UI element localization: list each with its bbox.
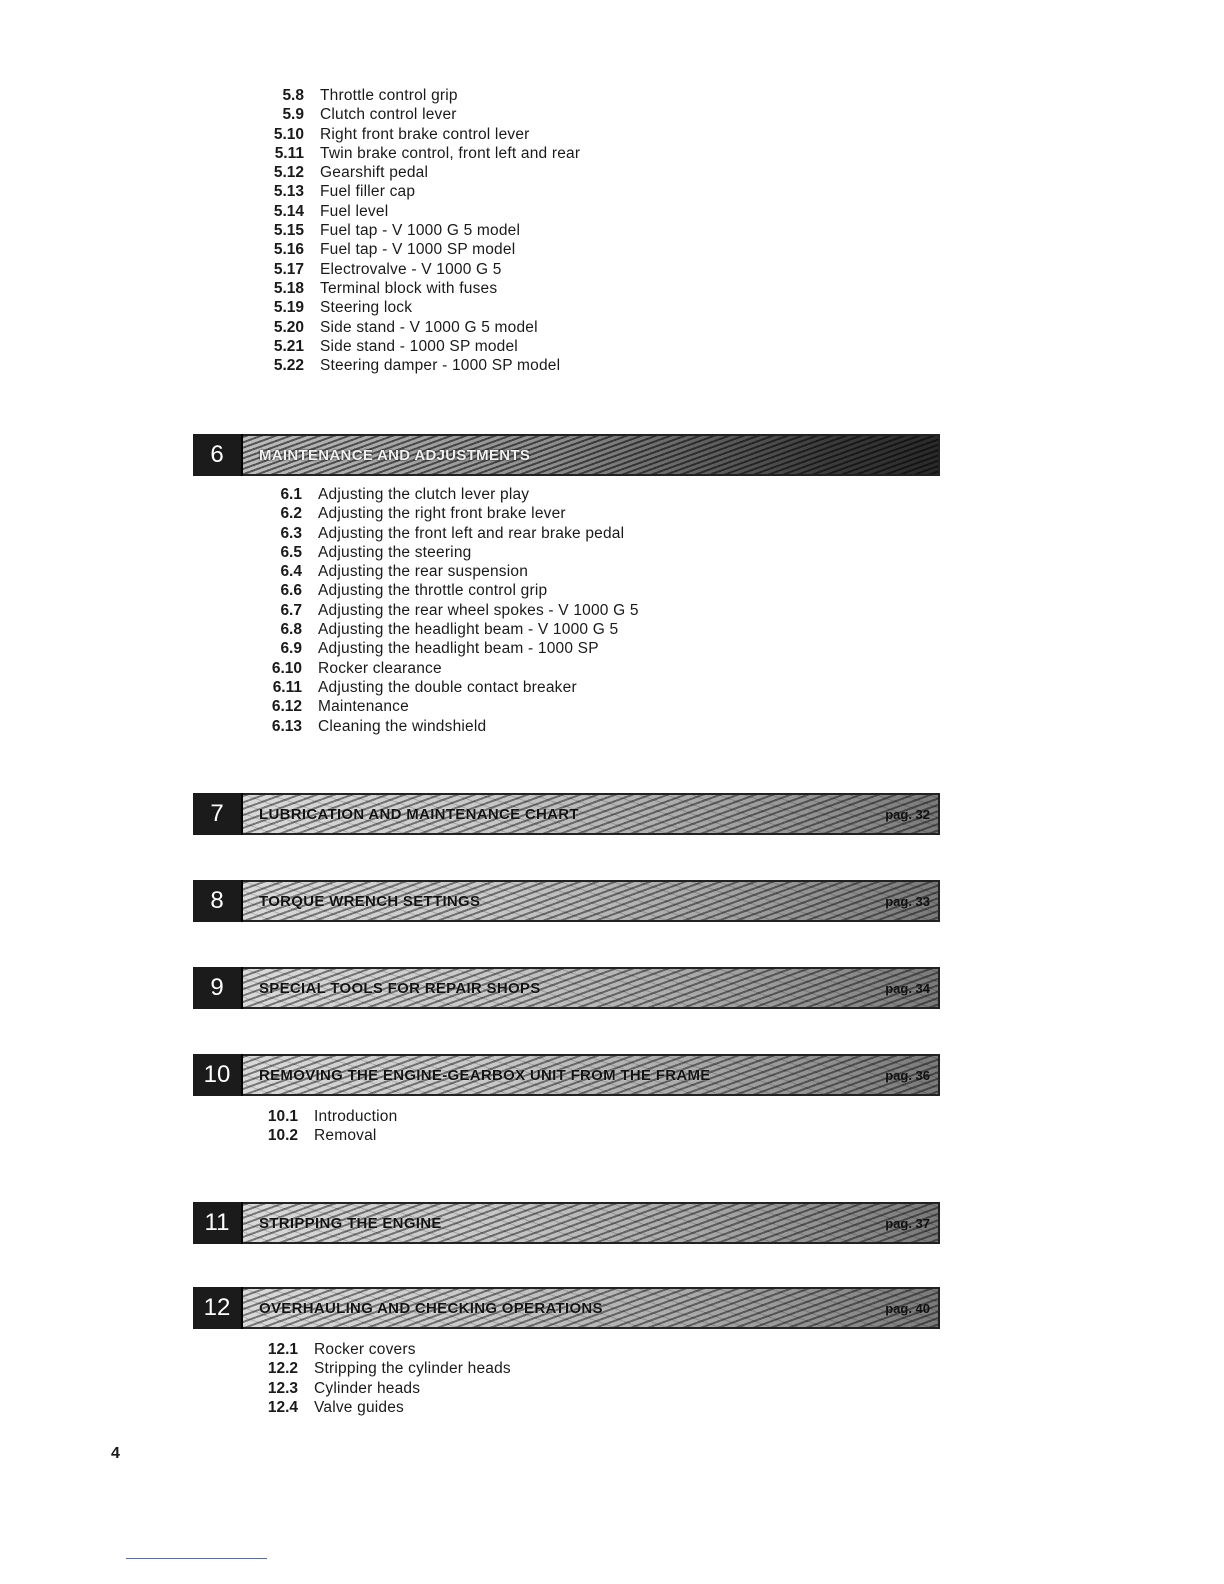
toc-item-title: Clutch control lever — [320, 106, 457, 124]
toc-item-title: Adjusting the right front brake lever — [318, 505, 566, 523]
toc-item-title: Rocker covers — [314, 1341, 416, 1358]
toc-item-number: 5.18 — [273, 279, 304, 297]
section-title-bar — [243, 880, 940, 922]
toc-item-title: Rocker clearance — [318, 659, 442, 677]
toc-item — [262, 260, 580, 279]
toc-item-number: 5.12 — [273, 164, 304, 182]
toc-item-number: 5.15 — [273, 222, 304, 240]
toc-item-title: Adjusting the throttle control grip — [318, 582, 548, 600]
toc-item — [260, 524, 639, 543]
section-title: SPECIAL TOOLS FOR REPAIR SHOPS — [259, 979, 541, 997]
toc-item-title: Valve guides — [314, 1398, 405, 1416]
section-page-ref: pag. 32 — [885, 806, 930, 822]
toc-item-title: Adjusting the clutch lever play — [318, 486, 530, 503]
section-title: REMOVING THE ENGINE-GEARBOX UNIT FROM THE FRAME — [259, 1066, 711, 1084]
section-number: 9 — [193, 967, 243, 1009]
toc-list-section-5 — [262, 86, 580, 375]
toc-item — [260, 504, 639, 523]
toc-item-number: 6.13 — [271, 717, 302, 735]
toc-item — [260, 678, 639, 697]
toc-list-section-12 — [258, 1340, 511, 1417]
section-number: 7 — [193, 793, 243, 835]
toc-item-title: Fuel tap - V 1000 SP model — [320, 241, 516, 259]
toc-item — [260, 543, 639, 562]
section-banner-11 — [193, 1202, 940, 1244]
section-number: 8 — [193, 880, 243, 922]
toc-item-title: Maintenance — [318, 698, 409, 716]
toc-item-title: Terminal block with fuses — [320, 279, 498, 297]
toc-item-number: 6.7 — [280, 601, 302, 619]
toc-item-title: Cylinder heads — [314, 1379, 421, 1397]
section-title: OVERHAULING AND CHECKING OPERATIONS — [259, 1299, 603, 1317]
toc-item-number: 6.2 — [280, 505, 302, 523]
toc-item — [262, 163, 580, 182]
section-title-bar — [243, 1202, 940, 1244]
toc-item-title: Throttle control grip — [320, 87, 458, 104]
toc-item-number: 6.9 — [280, 640, 302, 658]
toc-item — [258, 1398, 511, 1417]
toc-item-title: Introduction — [314, 1108, 398, 1125]
toc-item-number: 5.22 — [273, 357, 304, 375]
toc-item-title: Electrovalve - V 1000 G 5 — [320, 260, 502, 278]
toc-item — [258, 1340, 511, 1359]
toc-item-title: Right front brake control lever — [320, 125, 530, 143]
toc-item-title: Adjusting the front left and rear brake pedal — [318, 524, 625, 542]
toc-item — [260, 639, 639, 658]
toc-item-number: 6.8 — [280, 621, 302, 639]
section-page-ref: pag. 40 — [885, 1300, 930, 1316]
toc-item-title: Twin brake control, front left and rear — [320, 144, 581, 162]
toc-item-number: 12.3 — [267, 1379, 298, 1397]
toc-item-number: 5.16 — [273, 241, 304, 259]
toc-item-number: 5.21 — [273, 337, 304, 355]
toc-list-section-6 — [260, 485, 639, 736]
section-title-bar — [243, 793, 940, 835]
toc-item-number: 5.19 — [273, 299, 304, 317]
toc-item — [260, 485, 639, 504]
toc-item-number: 12.4 — [267, 1398, 298, 1416]
toc-item-number: 6.1 — [280, 486, 302, 503]
toc-item-title: Adjusting the rear wheel spokes - V 1000 G 5 — [318, 601, 639, 619]
toc-item — [258, 1126, 397, 1145]
section-title-bar — [243, 434, 940, 476]
section-banner-10 — [193, 1054, 940, 1096]
section-banner-6 — [193, 434, 940, 476]
toc-item — [262, 182, 580, 201]
toc-item-number: 5.14 — [273, 202, 304, 220]
toc-item — [262, 298, 580, 317]
toc-item-number: 5.10 — [273, 125, 304, 143]
toc-item — [258, 1107, 397, 1126]
toc-list-section-10 — [258, 1107, 397, 1146]
toc-item — [260, 717, 639, 736]
section-banner-7 — [193, 793, 940, 835]
toc-item-number: 5.9 — [282, 106, 304, 124]
section-banner-12 — [193, 1287, 940, 1329]
toc-item — [262, 240, 580, 259]
toc-item-title: Adjusting the headlight beam - V 1000 G 5 — [318, 621, 619, 639]
toc-item-title: Adjusting the headlight beam - 1000 SP — [318, 640, 599, 658]
section-page-ref: pag. 37 — [885, 1215, 930, 1231]
toc-item — [260, 562, 639, 581]
toc-item-number: 6.4 — [280, 563, 302, 581]
toc-item — [262, 356, 580, 375]
toc-item — [262, 337, 580, 356]
toc-item-number: 6.12 — [271, 698, 302, 716]
toc-item-number: 6.6 — [280, 582, 302, 600]
toc-item — [262, 86, 580, 105]
toc-item-number: 5.20 — [273, 318, 304, 336]
toc-item-title: Side stand - 1000 SP model — [320, 337, 518, 355]
section-banner-8 — [193, 880, 940, 922]
toc-item-number: 5.8 — [282, 87, 304, 104]
toc-item-number: 5.17 — [273, 260, 304, 278]
toc-item-number: 6.10 — [271, 659, 302, 677]
toc-item-title: Gearshift pedal — [320, 164, 429, 182]
toc-item — [262, 144, 580, 163]
section-number: 10 — [193, 1054, 243, 1096]
section-number: 6 — [193, 434, 243, 476]
toc-item-title: Removal — [314, 1127, 377, 1145]
toc-item-number: 12.1 — [267, 1341, 298, 1358]
section-banner-9 — [193, 967, 940, 1009]
toc-item-number: 12.2 — [267, 1360, 298, 1378]
toc-item-title: Steering lock — [320, 299, 413, 317]
section-page-ref: pag. 34 — [885, 980, 930, 996]
page-number: 4 — [111, 1445, 120, 1462]
section-page-ref: pag. 33 — [885, 893, 930, 909]
toc-item-number: 6.5 — [280, 543, 302, 561]
toc-item-title: Cleaning the windshield — [318, 717, 487, 735]
toc-item-title: Fuel filler cap — [320, 183, 416, 201]
section-title: MAINTENANCE AND ADJUSTMENTS — [259, 446, 531, 464]
toc-item — [260, 620, 639, 639]
toc-item-title: Adjusting the double contact breaker — [318, 678, 577, 696]
toc-item-number: 10.1 — [267, 1108, 298, 1125]
toc-item — [260, 697, 639, 716]
toc-item-title: Stripping the cylinder heads — [314, 1360, 511, 1378]
toc-item-title: Adjusting the steering — [318, 543, 472, 561]
toc-item-title: Fuel level — [320, 202, 389, 220]
section-title-bar — [243, 967, 940, 1009]
toc-item-title: Fuel tap - V 1000 G 5 model — [320, 222, 521, 240]
toc-item — [262, 202, 580, 221]
toc-item — [262, 125, 580, 144]
section-number: 12 — [193, 1287, 243, 1329]
section-title: STRIPPING THE ENGINE — [259, 1214, 442, 1232]
toc-item-number: 6.11 — [272, 678, 302, 696]
toc-item — [260, 659, 639, 678]
footer-rule — [126, 1558, 267, 1559]
toc-item-title: Steering damper - 1000 SP model — [320, 357, 561, 375]
toc-item — [262, 105, 580, 124]
toc-item — [258, 1379, 511, 1398]
section-title-bar — [243, 1054, 940, 1096]
toc-item-title: Adjusting the rear suspension — [318, 563, 529, 581]
toc-item — [262, 221, 580, 240]
toc-item-number: 10.2 — [267, 1127, 298, 1145]
section-title: TORQUE WRENCH SETTINGS — [259, 892, 481, 910]
toc-item-number: 6.3 — [280, 524, 302, 542]
section-title-bar — [243, 1287, 940, 1329]
section-title: LUBRICATION AND MAINTENANCE CHART — [259, 805, 579, 823]
section-number: 11 — [193, 1202, 243, 1244]
toc-item-title: Side stand - V 1000 G 5 model — [320, 318, 538, 336]
toc-item — [260, 601, 639, 620]
toc-item — [258, 1359, 511, 1378]
toc-item-number: 5.11 — [274, 144, 304, 162]
toc-item — [262, 318, 580, 337]
toc-item — [260, 581, 639, 600]
section-page-ref: pag. 36 — [885, 1067, 930, 1083]
toc-item — [262, 279, 580, 298]
toc-item-number: 5.13 — [273, 183, 304, 201]
